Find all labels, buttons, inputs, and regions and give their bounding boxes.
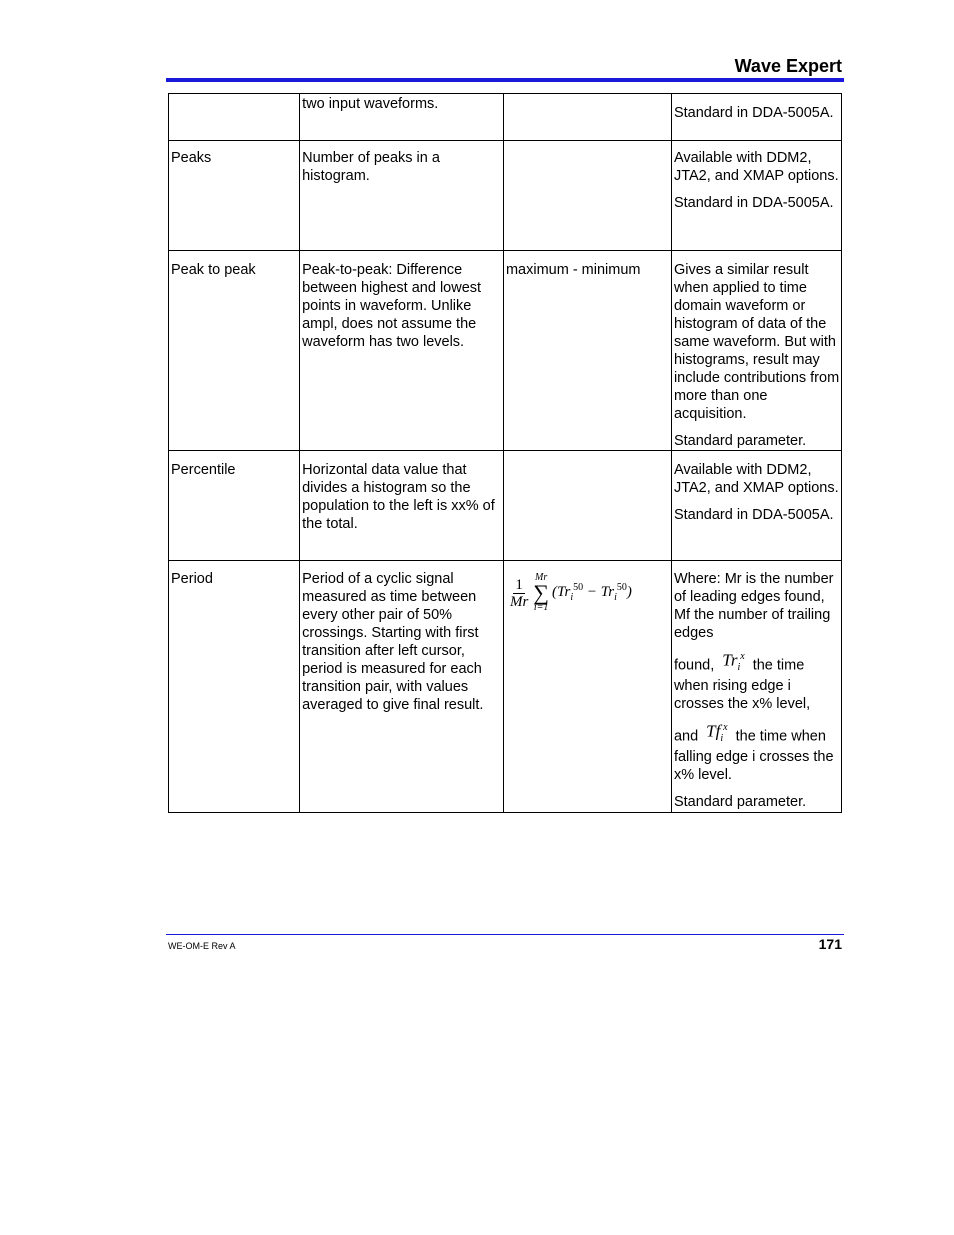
formula-summation xyxy=(533,573,549,613)
footer-document-id: WE-OM-E Rev A xyxy=(168,941,236,951)
period-formula xyxy=(510,573,632,613)
sum-lower-limit: i=1 xyxy=(533,602,549,613)
formula-cell: maximum - minimum xyxy=(503,251,671,451)
symbol-sup: x xyxy=(723,722,728,734)
falling-edge-symbol xyxy=(706,719,727,748)
notes-cell xyxy=(671,94,841,141)
notes-text: Available with DDM2, JTA2, and XMAP options. xyxy=(673,462,839,496)
formula-numerator: 1 xyxy=(515,576,523,593)
notes-cell xyxy=(671,451,841,561)
header-rule xyxy=(166,78,844,82)
sigma-symbol: ∑ xyxy=(533,580,549,605)
term2-sup: 50 xyxy=(616,582,627,593)
notes-text: Standard in DDA-5005A. xyxy=(673,507,834,523)
page-header-title: Wave Expert xyxy=(734,56,842,76)
notes-text: Available with DDM2, JTA2, and XMAP options. xyxy=(673,150,839,184)
close-paren: ) xyxy=(626,584,632,600)
table-row xyxy=(169,451,842,561)
term1-sub: i xyxy=(570,592,574,603)
description-cell xyxy=(300,561,504,813)
formula-cell xyxy=(503,561,671,813)
notes-text: Standard in DDA-5005A. xyxy=(673,195,834,211)
description-cell xyxy=(300,451,504,561)
symbol-sup: x xyxy=(740,651,745,662)
term1-sup: 50 xyxy=(573,582,584,593)
table-row xyxy=(169,561,842,813)
notes-cell xyxy=(671,141,841,251)
description-text: Number of peaks in a histogram. xyxy=(302,150,440,184)
notes-text xyxy=(674,719,840,784)
notes-fragment: and xyxy=(673,728,699,745)
formula-fraction xyxy=(510,577,528,610)
symbol-sub: i xyxy=(737,662,741,674)
formula-cell xyxy=(503,451,671,561)
description-text: Period of a cyclic signal measured as time between every other pair of 50% crossings. Starting with first transition after left cursor, period is measured for each transition pair, with values averaged to give final result. xyxy=(302,571,484,713)
description-text: Horizontal data value that divides a histogram so the population to the left is xx% of the total. xyxy=(302,462,495,532)
minus-term: − Tr xyxy=(583,584,615,600)
table-row xyxy=(169,94,842,141)
description-cell xyxy=(300,251,504,451)
parameter-name-cell: Peak to peak xyxy=(169,251,300,451)
formula-cell xyxy=(503,94,671,141)
notes-text: Standard parameter. xyxy=(673,433,807,449)
term1: (Tr xyxy=(551,584,571,600)
notes-text: Gives a similar result when applied to time domain waveform or histogram of data of the same waveform. But with histograms, result may include contributions from more than one acquisition. xyxy=(673,262,840,422)
sum-upper-limit: Mr xyxy=(535,572,548,583)
notes-text: Where: Mr is the number of leading edges found, Mf the number of trailing edges xyxy=(673,571,834,641)
notes-fragment: the time when falling edge i crosses the x% level. xyxy=(673,728,834,784)
symbol-sub: i xyxy=(720,733,724,745)
notes-text xyxy=(674,648,840,713)
rising-edge-symbol xyxy=(722,648,744,677)
notes-cell xyxy=(671,561,841,813)
description-cell xyxy=(300,141,504,251)
parameter-name-cell: Peaks xyxy=(169,141,300,251)
notes-fragment: found, xyxy=(673,657,715,674)
term2-sub: i xyxy=(614,592,617,603)
table-row xyxy=(169,251,842,451)
symbol-base: Tf xyxy=(706,721,721,741)
notes-text: Standard parameter. xyxy=(673,794,807,811)
footer-page-number: 171 xyxy=(818,936,842,952)
notes-cell xyxy=(671,251,841,451)
notes-fragment: the time when rising edge i crosses the x% level, xyxy=(673,657,811,713)
notes-text: Standard in DDA-5005A. xyxy=(673,105,834,121)
description-text: Peak-to-peak: Difference between highest and lowest points in waveform. Unlike ampl, does not assume the waveform has two levels. xyxy=(302,262,482,350)
symbol-base: Tr xyxy=(722,650,738,670)
parameter-name-cell: Percentile xyxy=(169,451,300,561)
table-row xyxy=(169,141,842,251)
formula-expression xyxy=(552,579,632,607)
parameter-name-cell: Period xyxy=(169,561,300,813)
formula-cell xyxy=(503,141,671,251)
description-cell xyxy=(300,94,504,141)
footer-rule xyxy=(166,934,844,935)
parameter-name-cell xyxy=(169,94,300,141)
description-text: two input waveforms. xyxy=(302,96,439,112)
formula-denominator: Mr xyxy=(509,593,529,610)
parameter-table xyxy=(168,93,842,813)
